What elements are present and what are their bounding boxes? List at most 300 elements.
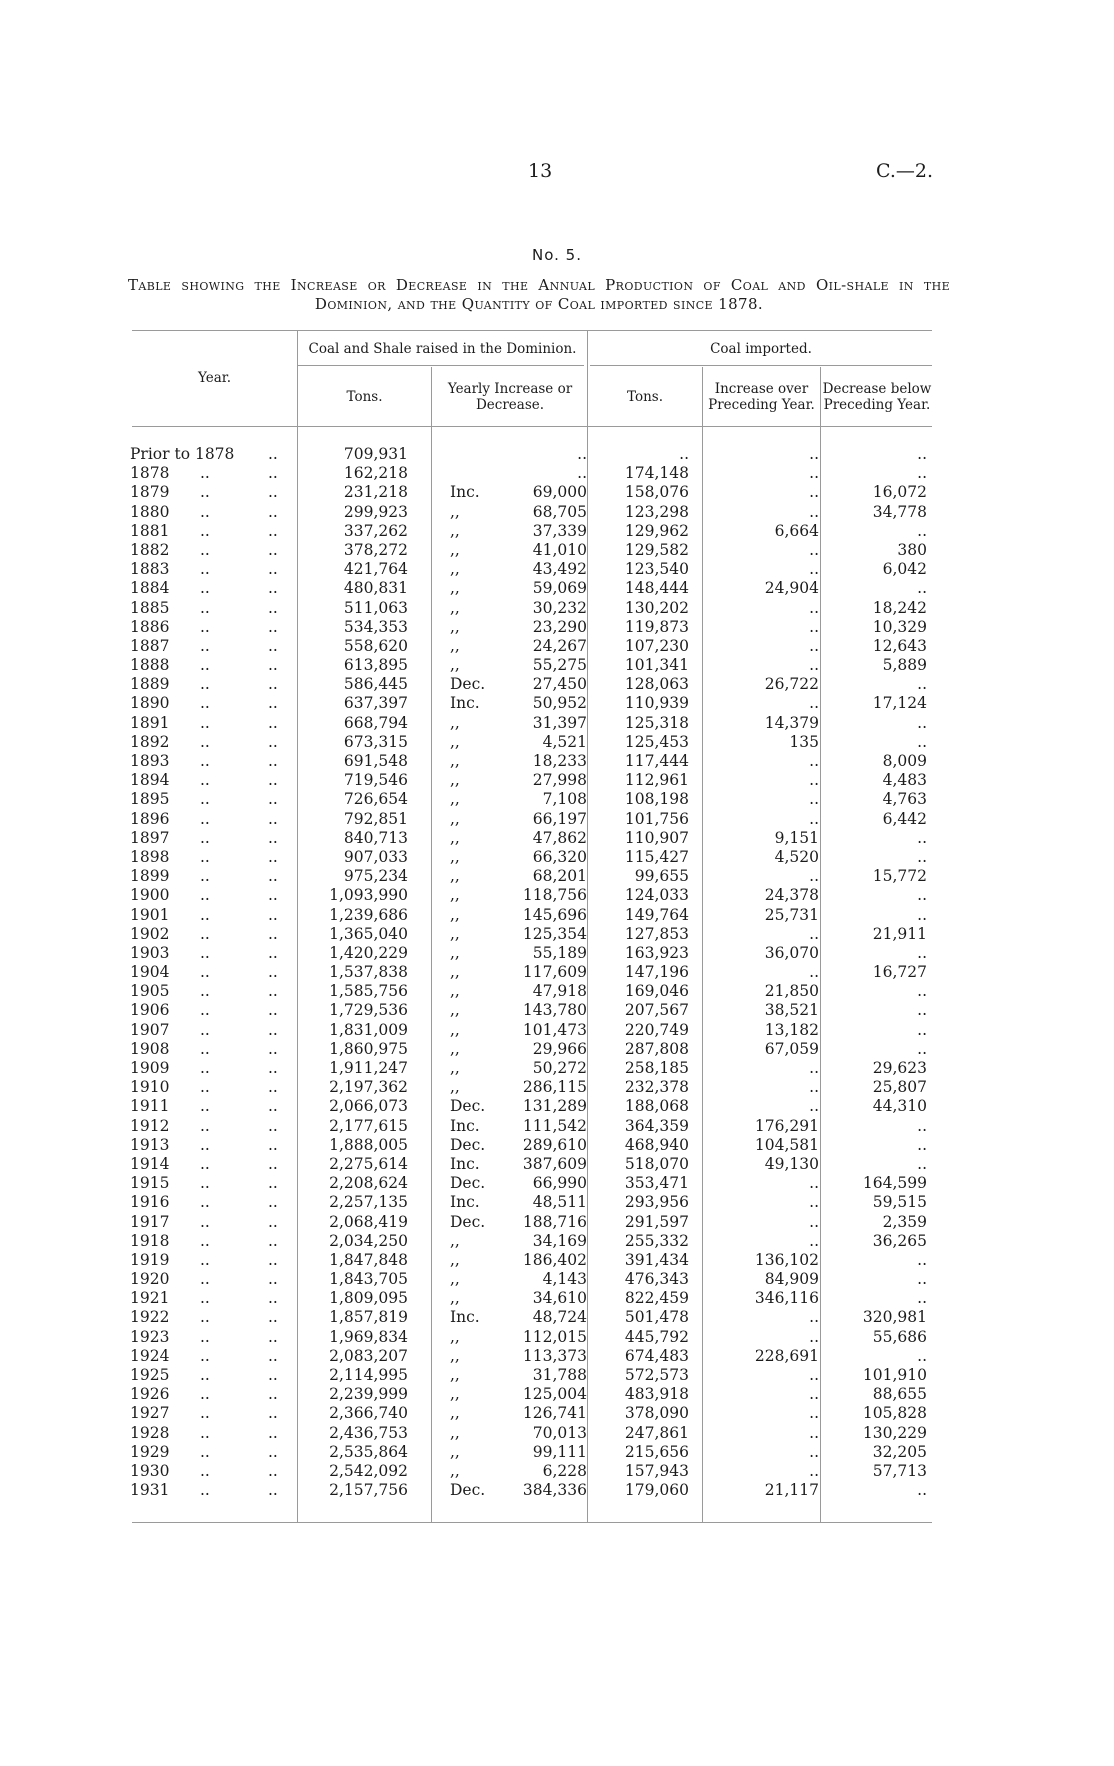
decrease-cell: .. (917, 1116, 927, 1135)
leader-dots: .. (200, 694, 210, 713)
year-cell: 1897 (130, 828, 170, 847)
change-type-cell: ,, (450, 867, 460, 886)
increase-cell: .. (809, 867, 819, 886)
leader-dots: .. (200, 1154, 210, 1173)
increase-cell: .. (809, 694, 819, 713)
tons-imported-cell: 125,318 (624, 713, 689, 732)
leader-dots: .. (268, 598, 278, 617)
leader-dots: .. (268, 963, 278, 982)
increase-cell: .. (809, 598, 819, 617)
change-type-cell: Dec. (450, 1097, 486, 1116)
table-row (130, 867, 930, 886)
tons-raised-cell: 558,620 (343, 636, 408, 655)
yearly-change-cell: 31,397 (532, 713, 587, 732)
change-type-cell: Dec. (450, 1174, 486, 1193)
decrease-cell: 6,042 (882, 560, 927, 579)
tons-raised-cell: 1,831,009 (329, 1020, 408, 1039)
tons-imported-cell: 220,749 (624, 1020, 689, 1039)
decrease-cell: 34,778 (872, 502, 927, 521)
yearly-change-cell: 29,966 (532, 1039, 587, 1058)
leader-dots: .. (268, 502, 278, 521)
year-cell: 1899 (130, 867, 170, 886)
leader-dots: .. (268, 1097, 278, 1116)
increase-cell: .. (809, 1193, 819, 1212)
change-type-cell: ,, (450, 560, 460, 579)
year-cell: 1922 (130, 1308, 170, 1327)
leader-dots: .. (268, 560, 278, 579)
change-type-cell: ,, (450, 656, 460, 675)
table-row (130, 1021, 930, 1040)
tons-imported-cell: 149,764 (624, 905, 689, 924)
table-row (130, 503, 930, 522)
year-cell: 1924 (130, 1346, 170, 1365)
leader-dots: .. (268, 752, 278, 770)
tons-imported-cell: 258,185 (624, 1059, 689, 1077)
tons-raised-cell: 907,033 (343, 847, 408, 866)
change-type-cell: ,, (450, 521, 460, 540)
year-cell: 1919 (130, 1250, 170, 1269)
change-type-cell: ,, (450, 1327, 460, 1346)
change-type-cell: ,, (450, 1039, 460, 1058)
tons-raised-cell: 2,535,864 (329, 1442, 408, 1461)
tons-raised-cell: 2,239,999 (329, 1385, 408, 1404)
tons-raised-cell: 1,365,040 (329, 924, 408, 943)
tons-raised-cell: 792,851 (343, 809, 408, 828)
tons-imported-cell: 147,196 (624, 963, 689, 982)
leader-dots: .. (268, 1020, 278, 1039)
leader-dots: .. (268, 579, 278, 598)
tons-imported-cell: 207,567 (624, 1001, 689, 1020)
year-cell: 1913 (130, 1135, 170, 1154)
year-cell: 1885 (130, 598, 170, 617)
leader-dots: .. (268, 1193, 278, 1212)
change-type-cell: ,, (450, 1231, 460, 1250)
tons-imported-cell: 129,962 (624, 521, 689, 540)
decrease-cell: 12,643 (872, 636, 927, 655)
leader-dots: .. (200, 924, 210, 943)
increase-cell: .. (809, 617, 819, 636)
yearly-change-cell: 99,111 (532, 1442, 587, 1461)
decrease-cell: .. (917, 732, 927, 751)
increase-cell: .. (809, 1059, 819, 1077)
yearly-change-cell: 27,998 (532, 771, 587, 790)
table-row (130, 906, 930, 925)
change-type-cell: ,, (450, 1461, 460, 1480)
leader-dots: .. (268, 617, 278, 636)
change-type-cell: Inc. (450, 1308, 480, 1327)
decrease-cell: .. (917, 1001, 927, 1020)
change-type-cell: ,, (450, 1442, 460, 1461)
tons-imported-cell: 127,853 (624, 924, 689, 943)
tons-imported-cell: 391,434 (624, 1250, 689, 1269)
leader-dots: .. (268, 790, 278, 809)
table-row (130, 771, 930, 790)
yearly-change-cell: 48,511 (532, 1193, 587, 1212)
table-row (130, 656, 930, 675)
table-row (130, 579, 930, 598)
decrease-cell: 16,072 (872, 483, 927, 502)
tons-imported-cell: 99,655 (634, 867, 689, 886)
yearly-change-cell: 66,990 (532, 1174, 587, 1193)
table-row (130, 1078, 930, 1097)
table-row (130, 848, 930, 867)
change-type-cell: ,, (450, 1385, 460, 1404)
leader-dots: .. (200, 1231, 210, 1250)
tons-raised-cell: 1,843,705 (329, 1270, 408, 1289)
year-cell: 1883 (130, 560, 170, 579)
year-cell: 1903 (130, 943, 170, 962)
leader-dots: .. (200, 1423, 210, 1442)
table-row (130, 560, 930, 579)
tons-raised-cell: 2,083,207 (329, 1346, 408, 1365)
table-row (130, 1308, 930, 1327)
tons-imported-cell: 179,060 (624, 1481, 689, 1500)
leader-dots: .. (200, 598, 210, 617)
table-row (130, 1155, 930, 1174)
header-group-rule-raised (298, 365, 584, 366)
leader-dots: .. (200, 579, 210, 598)
leader-dots: .. (268, 675, 278, 694)
yearly-change-cell: 7,108 (542, 790, 587, 809)
yearly-change-cell: 69,000 (532, 483, 587, 502)
tons-imported-cell: 125,453 (624, 732, 689, 751)
tons-imported-cell: 115,427 (624, 847, 689, 866)
yearly-change-cell: 50,952 (532, 694, 587, 713)
year-cell: 1896 (130, 809, 170, 828)
tons-raised-cell: 1,420,229 (329, 943, 408, 962)
table-row (130, 1040, 930, 1059)
tons-raised-cell: 709,931 (343, 445, 408, 463)
table-row (130, 1232, 930, 1251)
leader-dots: .. (200, 1135, 210, 1154)
year-cell: 1892 (130, 732, 170, 751)
year-cell: 1880 (130, 502, 170, 521)
yearly-change-cell: 34,169 (532, 1231, 587, 1250)
table-row (130, 1289, 930, 1308)
year-cell: 1901 (130, 905, 170, 924)
change-type-cell: ,, (450, 905, 460, 924)
decrease-cell: .. (917, 828, 927, 847)
leader-dots: .. (200, 1270, 210, 1289)
increase-cell: 104,581 (754, 1135, 819, 1154)
yearly-change-cell: 112,015 (522, 1327, 587, 1346)
page-number: 13 (528, 160, 553, 182)
table-row (130, 599, 930, 618)
leader-dots: .. (268, 1385, 278, 1404)
decrease-cell: 101,910 (862, 1366, 927, 1384)
increase-cell: .. (809, 502, 819, 521)
change-type-cell: ,, (450, 579, 460, 598)
tons-imported-cell: 163,923 (624, 943, 689, 962)
table-number: No. 5. (532, 246, 582, 264)
leader-dots: .. (200, 867, 210, 886)
leader-dots: .. (268, 1442, 278, 1461)
yearly-change-cell: 41,010 (532, 540, 587, 559)
change-type-cell: ,, (450, 732, 460, 751)
leader-dots: .. (200, 1078, 210, 1097)
leader-dots: .. (200, 790, 210, 809)
year-cell: 1886 (130, 617, 170, 636)
increase-cell: .. (809, 445, 819, 463)
change-type-cell: Dec. (450, 1212, 486, 1231)
tons-raised-cell: 480,831 (343, 579, 408, 598)
year-cell: 1925 (130, 1366, 170, 1384)
table-row (130, 694, 930, 713)
table-row (130, 925, 930, 944)
increase-cell: 21,850 (764, 982, 819, 1001)
tons-raised-cell: 1,239,686 (329, 905, 408, 924)
leader-dots: .. (200, 656, 210, 675)
year-cell: 1908 (130, 1039, 170, 1058)
decrease-cell: .. (917, 982, 927, 1001)
table-row (130, 790, 930, 809)
leader-dots: .. (268, 1461, 278, 1480)
tons-raised-cell: 2,257,135 (329, 1193, 408, 1212)
decrease-cell: 5,889 (882, 656, 927, 675)
decrease-cell: 164,599 (862, 1174, 927, 1193)
change-type-cell: ,, (450, 1346, 460, 1365)
change-type-cell: ,, (450, 1001, 460, 1020)
tons-imported-cell: 822,459 (624, 1289, 689, 1308)
year-cell: 1923 (130, 1327, 170, 1346)
leader-dots: .. (268, 732, 278, 751)
increase-cell: 21,117 (764, 1481, 819, 1500)
year-cell: 1878 (130, 464, 170, 483)
leader-dots: .. (200, 1346, 210, 1365)
header-decrease: Decrease below Preceding Year. (822, 381, 932, 413)
leader-dots: .. (200, 1442, 210, 1461)
header-year: Year. (197, 370, 232, 386)
table-row (130, 1404, 930, 1423)
leader-dots: .. (200, 617, 210, 636)
tons-imported-cell: 112,961 (624, 771, 689, 790)
year-cell: 1881 (130, 521, 170, 540)
table-row (130, 1481, 930, 1500)
decrease-cell: 18,242 (872, 598, 927, 617)
table-row (130, 1193, 930, 1212)
year-cell: 1912 (130, 1116, 170, 1135)
change-type-cell: Inc. (450, 1116, 480, 1135)
leader-dots: .. (200, 521, 210, 540)
decrease-cell: 36,265 (872, 1231, 927, 1250)
tons-raised-cell: 1,729,536 (329, 1001, 408, 1020)
leader-dots: .. (268, 1154, 278, 1173)
tons-imported-cell: 572,573 (624, 1366, 689, 1384)
table-row (130, 963, 930, 982)
table-row (130, 1366, 930, 1385)
year-cell: 1898 (130, 847, 170, 866)
table-row (130, 886, 930, 905)
increase-cell: 38,521 (764, 1001, 819, 1020)
tons-raised-cell: 726,654 (343, 790, 408, 809)
increase-cell: 346,116 (754, 1289, 819, 1308)
decrease-cell: .. (917, 579, 927, 598)
decrease-cell: 2,359 (882, 1212, 927, 1231)
tons-imported-cell: 110,907 (624, 828, 689, 847)
leader-dots: .. (200, 847, 210, 866)
increase-cell: .. (809, 1078, 819, 1097)
year-cell: 1928 (130, 1423, 170, 1442)
leader-dots: .. (200, 1097, 210, 1116)
tons-raised-cell: 162,218 (343, 464, 408, 483)
table-row (130, 445, 930, 464)
change-type-cell: ,, (450, 713, 460, 732)
tons-imported-cell: 287,808 (624, 1039, 689, 1058)
yearly-change-cell: 131,289 (522, 1097, 587, 1116)
change-type-cell: ,, (450, 1404, 460, 1423)
leader-dots: .. (268, 847, 278, 866)
year-cell: 1911 (130, 1097, 170, 1116)
yearly-change-cell: 23,290 (532, 617, 587, 636)
yearly-change-cell: 4,521 (542, 732, 587, 751)
header-top-rule (132, 330, 932, 331)
tons-imported-cell: 364,359 (624, 1116, 689, 1135)
increase-cell: 67,059 (764, 1039, 819, 1058)
tons-imported-cell: 124,033 (624, 886, 689, 905)
leader-dots: .. (268, 1001, 278, 1020)
decrease-cell: .. (917, 943, 927, 962)
leader-dots: .. (200, 1116, 210, 1135)
yearly-change-cell: 66,320 (532, 847, 587, 866)
yearly-change-cell: 113,373 (522, 1346, 587, 1365)
change-type-cell: Dec. (450, 1135, 486, 1154)
leader-dots: .. (268, 1212, 278, 1231)
tons-raised-cell: 637,397 (343, 694, 408, 713)
increase-cell: .. (809, 1385, 819, 1404)
tons-raised-cell: 2,068,419 (329, 1212, 408, 1231)
tons-raised-cell: 840,713 (343, 828, 408, 847)
tons-imported-cell: 128,063 (624, 675, 689, 694)
tons-raised-cell: 2,034,250 (329, 1231, 408, 1250)
tons-imported-cell: 501,478 (624, 1308, 689, 1327)
tons-raised-cell: 1,969,834 (329, 1327, 408, 1346)
decrease-cell: 6,442 (882, 809, 927, 828)
yearly-change-cell: 387,609 (522, 1154, 587, 1173)
decrease-cell: 55,686 (872, 1327, 927, 1346)
leader-dots: .. (200, 943, 210, 962)
leader-dots: .. (200, 636, 210, 655)
table-row (130, 810, 930, 829)
change-type-cell: ,, (450, 1366, 460, 1384)
decrease-cell: .. (917, 1481, 927, 1500)
table-row (130, 714, 930, 733)
change-type-cell: ,, (450, 502, 460, 521)
tons-raised-cell: 231,218 (343, 483, 408, 502)
year-cell: 1926 (130, 1385, 170, 1404)
leader-dots: .. (268, 540, 278, 559)
tons-imported-cell: 107,230 (624, 636, 689, 655)
tons-raised-cell: 2,542,092 (329, 1461, 408, 1480)
change-type-cell: ,, (450, 790, 460, 809)
increase-cell: .. (809, 1423, 819, 1442)
change-type-cell: ,, (450, 943, 460, 962)
decrease-cell: 57,713 (872, 1461, 927, 1480)
table-row (130, 1097, 930, 1116)
change-type-cell: Inc. (450, 1154, 480, 1173)
header-bottom-rule (132, 426, 932, 427)
year-cell: 1929 (130, 1442, 170, 1461)
increase-cell: 228,691 (754, 1346, 819, 1365)
year-cell: 1888 (130, 656, 170, 675)
decrease-cell: .. (917, 1020, 927, 1039)
tons-raised-cell: 613,895 (343, 656, 408, 675)
leader-dots: .. (268, 1366, 278, 1384)
decrease-cell: .. (917, 1289, 927, 1308)
increase-cell: .. (809, 1461, 819, 1480)
tons-imported-cell: 110,939 (624, 694, 689, 713)
leader-dots: .. (268, 771, 278, 790)
tons-imported-cell: 232,378 (624, 1078, 689, 1097)
year-cell: 1879 (130, 483, 170, 502)
table-bottom-rule (132, 1522, 932, 1523)
tons-raised-cell: 2,114,995 (329, 1366, 408, 1384)
decrease-cell: 10,329 (872, 617, 927, 636)
year-cell: 1891 (130, 713, 170, 732)
tons-raised-cell: 673,315 (343, 732, 408, 751)
leader-dots: .. (268, 1423, 278, 1442)
header-coal-imported: Coal imported. (710, 341, 812, 357)
table-row (130, 464, 930, 483)
table-row (130, 618, 930, 637)
leader-dots: .. (200, 1250, 210, 1269)
year-cell: 1884 (130, 579, 170, 598)
yearly-change-cell: 66,197 (532, 809, 587, 828)
leader-dots: .. (200, 828, 210, 847)
leader-dots: .. (268, 694, 278, 713)
yearly-change-cell: 37,339 (532, 521, 587, 540)
leader-dots: .. (268, 656, 278, 675)
yearly-change-cell: 43,492 (532, 560, 587, 579)
table-row (130, 1462, 930, 1481)
tons-raised-cell: 2,177,615 (329, 1116, 408, 1135)
tons-raised-cell: 337,262 (343, 521, 408, 540)
decrease-cell: 17,124 (872, 694, 927, 713)
increase-cell: 24,378 (764, 886, 819, 905)
tons-imported-cell: 123,298 (624, 502, 689, 521)
leader-dots: .. (200, 1289, 210, 1308)
tons-raised-cell: 2,157,756 (329, 1481, 408, 1500)
yearly-change-cell: 50,272 (532, 1059, 587, 1077)
table-row (130, 1213, 930, 1232)
leader-dots: .. (200, 963, 210, 982)
leader-dots: .. (200, 713, 210, 732)
change-type-cell: ,, (450, 771, 460, 790)
decrease-cell: .. (917, 847, 927, 866)
tons-imported-cell: 445,792 (624, 1327, 689, 1346)
tons-raised-cell: 534,353 (343, 617, 408, 636)
change-type-cell: Dec. (450, 675, 486, 694)
tons-imported-cell: 247,861 (624, 1423, 689, 1442)
tons-raised-cell: 1,911,247 (329, 1059, 408, 1077)
leader-dots: .. (268, 713, 278, 732)
decrease-cell: 29,623 (872, 1059, 927, 1077)
leader-dots: .. (200, 752, 210, 770)
change-type-cell: ,, (450, 636, 460, 655)
increase-cell: 24,904 (764, 579, 819, 598)
year-cell: Prior to 1878 (130, 445, 235, 463)
table-row (130, 1328, 930, 1347)
decrease-cell: 15,772 (872, 867, 927, 886)
year-cell: 1890 (130, 694, 170, 713)
tons-raised-cell: 1,888,005 (329, 1135, 408, 1154)
yearly-change-cell: 125,004 (522, 1385, 587, 1404)
change-type-cell: ,, (450, 809, 460, 828)
tons-imported-cell: 215,656 (624, 1442, 689, 1461)
tons-raised-cell: 511,063 (343, 598, 408, 617)
increase-cell: 13,182 (764, 1020, 819, 1039)
change-type-cell: ,, (450, 1250, 460, 1269)
table-row (130, 733, 930, 752)
